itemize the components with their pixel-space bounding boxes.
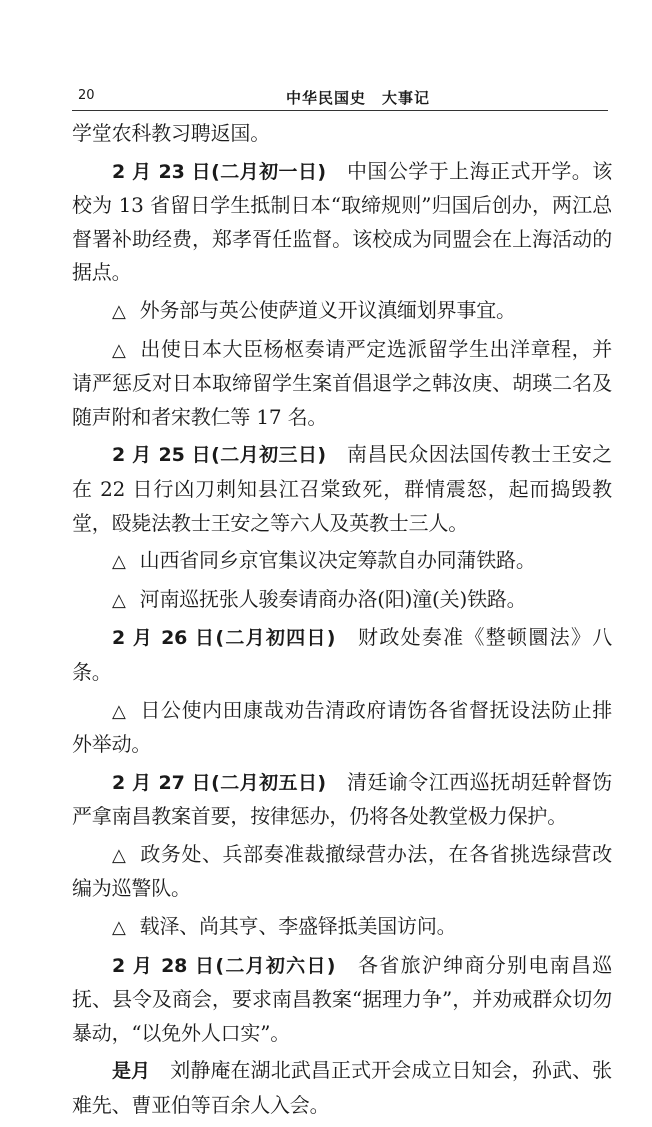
entry-paragraph: 是月 刘静庵在湖北武昌正式开会成立日知会，孙武、张难先、曹亚伯等百余人入会。 — [72, 1058, 612, 1118]
date-heading: 2 月 23 日(二月初一日) — [112, 160, 326, 183]
triangle-marker-icon: △ — [112, 917, 126, 939]
triangle-marker-icon: △ — [112, 589, 126, 611]
triangle-marker-icon: △ — [112, 339, 127, 361]
entry-paragraph: 2 月 26 日(二月初四日) 财政处奏准《整顿圜法》八条。 — [72, 625, 612, 684]
entry-paragraph: △ 出使日本大臣杨枢奏请严定选派留学生出洋章程，并请严惩反对日本取缔留学生案首倡退学之韩汝庚、胡瑛二名及随声附和者宋教仁等 17 名。 — [72, 336, 612, 429]
entry-paragraph: 2 月 25 日(二月初三日) 南昌民众因法国传教士王安之在 22 日行凶刀刺知县江召棠致死，群情震怒，起而捣毁教堂，殴毙法教士王安之等六人及英教士三人。 — [72, 442, 612, 535]
date-heading: 2 月 27 日(二月初五日) — [112, 771, 326, 794]
header-rule — [72, 110, 608, 111]
entry-paragraph: 2 月 23 日(二月初一日) 中国公学于上海正式开学。该校为 13 省留日学生抵制日本“取缔规则”归国后创办，两江总督署补助经费，郑孝胥任监督。该校成为同盟会在上海活动的据点。 — [72, 158, 612, 285]
triangle-marker-icon: △ — [112, 300, 126, 322]
date-heading: 2 月 28 日(二月初六日) — [112, 954, 336, 977]
entry-paragraph: 学堂农科教习聘返国。 — [72, 121, 270, 145]
triangle-marker-icon: △ — [112, 844, 127, 866]
running-title: 中华民国史 大事记 — [286, 89, 431, 107]
date-heading: 2 月 26 日(二月初四日) — [112, 627, 336, 650]
date-heading: 是月 — [112, 1060, 151, 1083]
entry-paragraph: △ 日公使内田康哉劝告清政府请饬各省督抚设法防止排外举动。 — [72, 697, 612, 757]
entry-paragraph: 2 月 28 日(二月初六日) 各省旅沪绅商分别电南昌巡抚、县令及商会，要求南昌教案“据理力争”，并劝戒群众切勿暴动，“以免外人口实”。 — [72, 952, 612, 1045]
chronicle-body — [72, 117, 612, 1127]
entry-paragraph: △ 山西省同乡京官集议决定筹款自办同蒲铁路。 — [112, 548, 536, 573]
entry-paragraph: △ 河南巡抚张人骏奏请商办洛(阳)潼(关)铁路。 — [112, 586, 527, 611]
page-header — [72, 86, 608, 108]
triangle-marker-icon: △ — [112, 551, 126, 573]
triangle-marker-icon: △ — [112, 700, 127, 722]
entry-paragraph: △ 政务处、兵部奏准裁撤绿营办法，在各省挑选绿营改编为巡警队。 — [72, 841, 612, 901]
entry-paragraph: △ 外务部与英公使萨道义开议滇缅划界事宜。 — [112, 297, 516, 322]
entry-paragraph: 2 月 27 日(二月初五日) 清廷谕令江西巡抚胡廷幹督饬严拿南昌教案首要，按律惩办，仍将各处教堂极力保护。 — [72, 769, 612, 829]
page-number: 20 — [78, 88, 95, 103]
date-heading: 2 月 25 日(二月初三日) — [112, 444, 326, 467]
entry-paragraph: △ 载泽、尚其亨、李盛铎抵美国访问。 — [112, 914, 457, 939]
